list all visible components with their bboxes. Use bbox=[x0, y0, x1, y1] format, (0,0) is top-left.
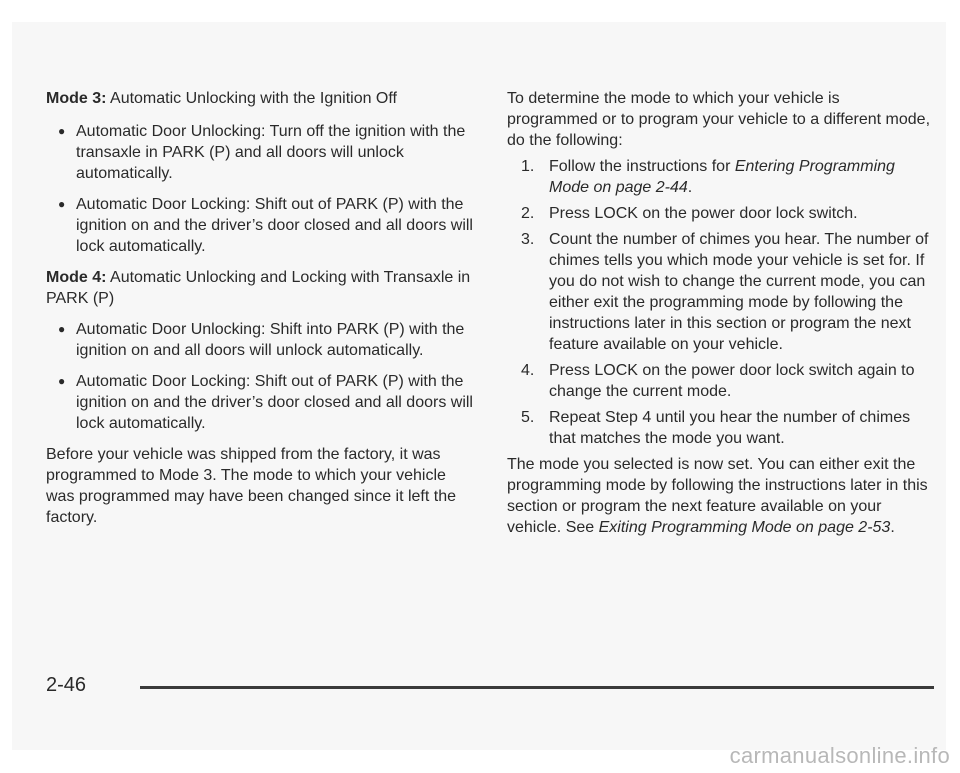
step-number: 5. bbox=[521, 409, 535, 426]
bullet-icon: ● bbox=[58, 374, 66, 388]
step-text: Press LOCK on the power door lock switch again to change the current mode. bbox=[549, 362, 915, 400]
list-item bbox=[507, 203, 933, 224]
step-reference: Entering Programming Mode on page 2-44 bbox=[549, 158, 895, 196]
list-item bbox=[46, 121, 476, 184]
step-number: 4. bbox=[521, 362, 535, 379]
steps-list bbox=[507, 156, 933, 449]
step-after: . bbox=[687, 179, 693, 196]
closing-text: The mode you selected is now set. You can either exit the programming mode by following the instructions later in this section or program the next feature available on your vehicle. See bbox=[507, 456, 928, 536]
step-text: Count the number of chimes you hear. The number of chimes tells you which mode your vehicle is set for. If you do not wish to change the current mode, you can either exit the programming mode by following the instructions later in this section or program the next feature available on your vehicle. bbox=[549, 231, 929, 353]
mode3-title: Automatic Unlocking with the Ignition Off bbox=[110, 90, 397, 107]
step-number: 3. bbox=[521, 231, 535, 248]
bullet-text: Automatic Door Unlocking: Turn off the ignition with the transaxle in PARK (P) and all doors will unlock automatically. bbox=[76, 123, 466, 182]
left-column bbox=[46, 88, 476, 528]
watermark: carmanualsonline.info bbox=[729, 743, 950, 768]
list-item bbox=[507, 156, 933, 198]
manual-page bbox=[12, 22, 946, 750]
bullet-icon: ● bbox=[58, 322, 66, 336]
list-item bbox=[507, 229, 933, 355]
step-text: Follow the instructions for bbox=[549, 158, 735, 175]
mode4-title: Automatic Unlocking and Locking with Transaxle in PARK (P) bbox=[46, 269, 471, 307]
mode3-label: Mode 3: bbox=[46, 90, 107, 107]
closing-after: . bbox=[890, 519, 895, 536]
factory-paragraph: Before your vehicle was shipped from the factory, it was programmed to Mode 3. The mode to which your vehicle was programmed may have been changed since it left the factory. bbox=[46, 446, 457, 526]
step-number: 2. bbox=[521, 205, 535, 222]
mode4-bullet-list bbox=[46, 319, 476, 434]
step-text: Press LOCK on the power door lock switch. bbox=[549, 205, 858, 222]
bullet-text: Automatic Door Unlocking: Shift into PARK (P) with the ignition on and all doors will unlock automatically. bbox=[76, 321, 465, 359]
mode3-heading bbox=[46, 88, 476, 109]
list-item bbox=[46, 194, 476, 257]
mode4-heading bbox=[46, 267, 476, 309]
bullet-icon: ● bbox=[58, 124, 66, 138]
bullet-text: Automatic Door Locking: Shift out of PARK (P) with the ignition on and the driver’s door closed and all doors will lock automatically. bbox=[76, 373, 473, 432]
footer-divider bbox=[140, 686, 934, 689]
bullet-icon: ● bbox=[58, 197, 66, 211]
list-item bbox=[46, 319, 476, 361]
list-item bbox=[507, 407, 933, 449]
right-column bbox=[507, 88, 933, 538]
step-number: 1. bbox=[521, 158, 535, 175]
page-number: 2-46 bbox=[46, 674, 87, 696]
list-item bbox=[507, 360, 933, 402]
intro-paragraph: To determine the mode to which your vehicle is programmed or to program your vehicle to a different mode, do the following: bbox=[507, 90, 931, 149]
mode3-bullet-list bbox=[46, 121, 476, 257]
closing-reference: Exiting Programming Mode on page 2-53 bbox=[598, 519, 891, 536]
closing-paragraph bbox=[507, 454, 933, 538]
bullet-text: Automatic Door Locking: Shift out of PARK (P) with the ignition on and the driver’s door closed and all doors will lock automatically. bbox=[76, 196, 473, 255]
list-item bbox=[46, 371, 476, 434]
step-text: Repeat Step 4 until you hear the number of chimes that matches the mode you want. bbox=[549, 409, 911, 447]
mode4-label: Mode 4: bbox=[46, 269, 107, 286]
